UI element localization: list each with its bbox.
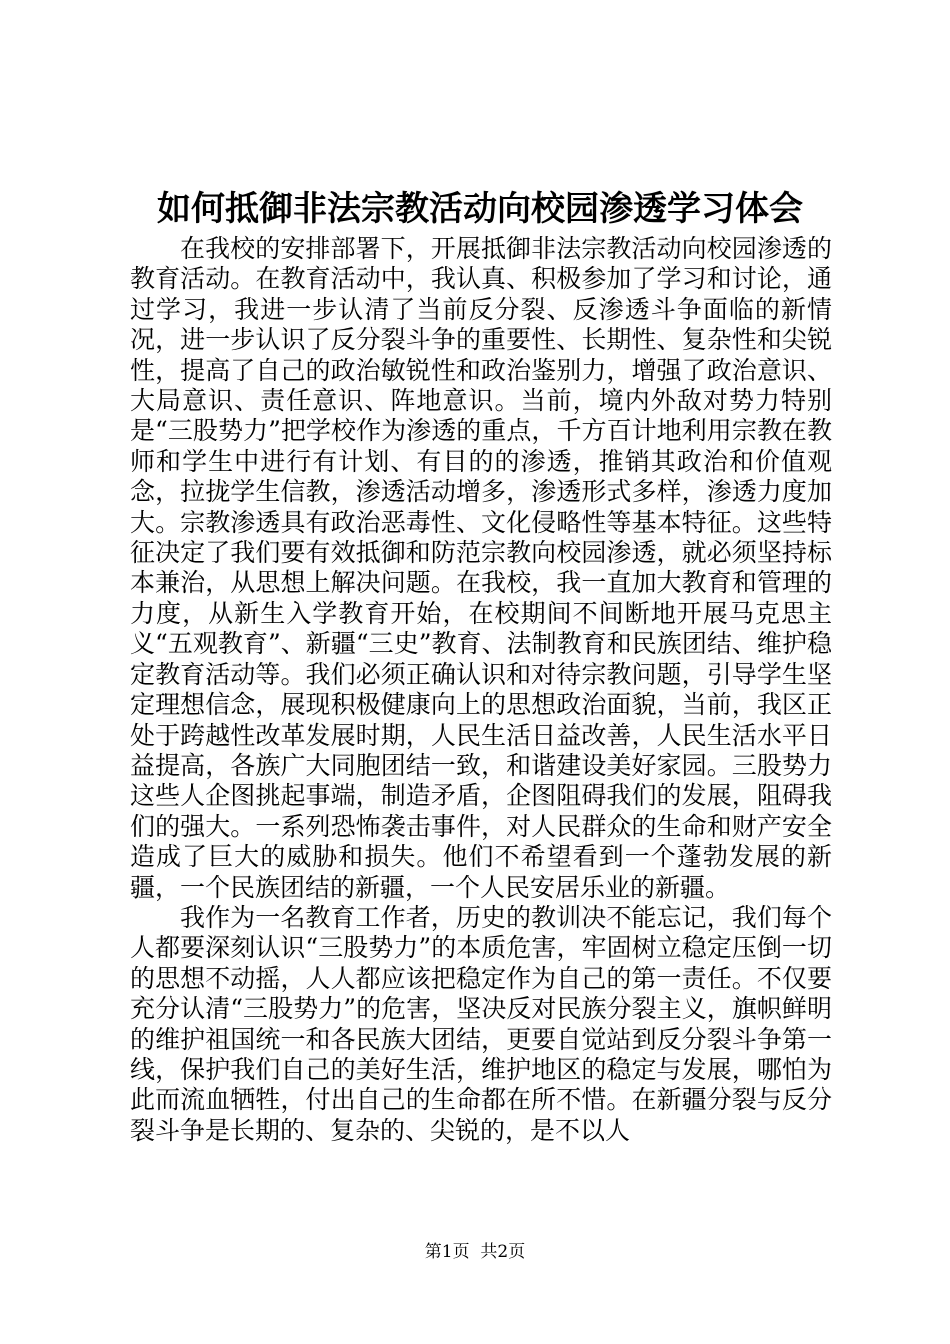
paragraph-2: 我作为一名教育工作者，历史的教训决不能忘记，我们每个人都要深刻认识“三股势力”的本质危害，牢固树立稳定压倒一切的思想不动摇，人人都应该把稳定作为自己的第一责任。不仅要充分认清“三股势力”的危害，坚决反对民族分裂主义，旗帜鲜明的维护祖国统一和各民族大团结，更要自觉站到反分裂斗争第一线，保护我们自己的美好生活，维护地区的稳定与发展，哪怕为此而流血牺牲，付出自己的生命都在所不惜。在新疆分裂与反分裂斗争是长期的、复杂的、尖锐的，是不以人 — [130, 902, 832, 1145]
document-title: 如何抵御非法宗教活动向校园渗透学习体会 — [157, 189, 803, 229]
paragraph-1: 在我校的安排部署下，开展抵御非法宗教活动向校园渗透的教育活动。在教育活动中，我认真、积极参加了学习和讨论，通过学习，我进一步认清了当前反分裂、反渗透斗争面临的新情况，进一步认识了反分裂斗争的重要性、长期性、复杂性和尖锐性，提高了自己的政治敏锐性和政治鉴别力，增强了政治意识、大局意识、责任意识、阵地意识。当前，境内外敌对势力特别是“三股势力”把学校作为渗透的重点，千方百计地利用宗教在教师和学生中进行有计划、有目的的渗透，推销其政治和价值观念，拉拢学生信教，渗透活动增多，渗透形式多样，渗透力度加大。宗教渗透具有政治恶毒性、文化侵略性等基本特征。这些特征决定了我们要有效抵御和防范宗教向校园渗透，就必须坚持标本兼治，从思想上解决问题。在我校，我一直加大教育和管理的力度，从新生入学教育开始，在校期间不间断地开展马克思主义“五观教育”、新疆“三史”教育、法制教育和民族团结、维护稳定教育活动等。我们必须正确认识和对待宗教问题，引导学生坚定理想信念，展现积极健康向上的思想政治面貌，当前，我区正处于跨越性改革发展时期，人民生活日益改善，人民生活水平日益提高，各族广大同胞团结一致，和谐建设美好家园。三股势力这些人企图挑起事端，制造矛盾，企图阻碍我们的发展，阻碍我们的强大。一系列恐怖袭击事件，对人民群众的生命和财产安全造成了巨大的威胁和损失。他们不希望看到一个蓬勃发展的新疆，一个民族团结的新疆，一个人民安居乐业的新疆。 — [130, 234, 832, 902]
page-number-current: 第1页 — [424, 1242, 470, 1262]
document-body — [130, 234, 832, 1146]
footer-spacer — [470, 1242, 481, 1262]
page-number-total: 共2页 — [480, 1242, 526, 1262]
page-footer — [0, 1240, 950, 1264]
